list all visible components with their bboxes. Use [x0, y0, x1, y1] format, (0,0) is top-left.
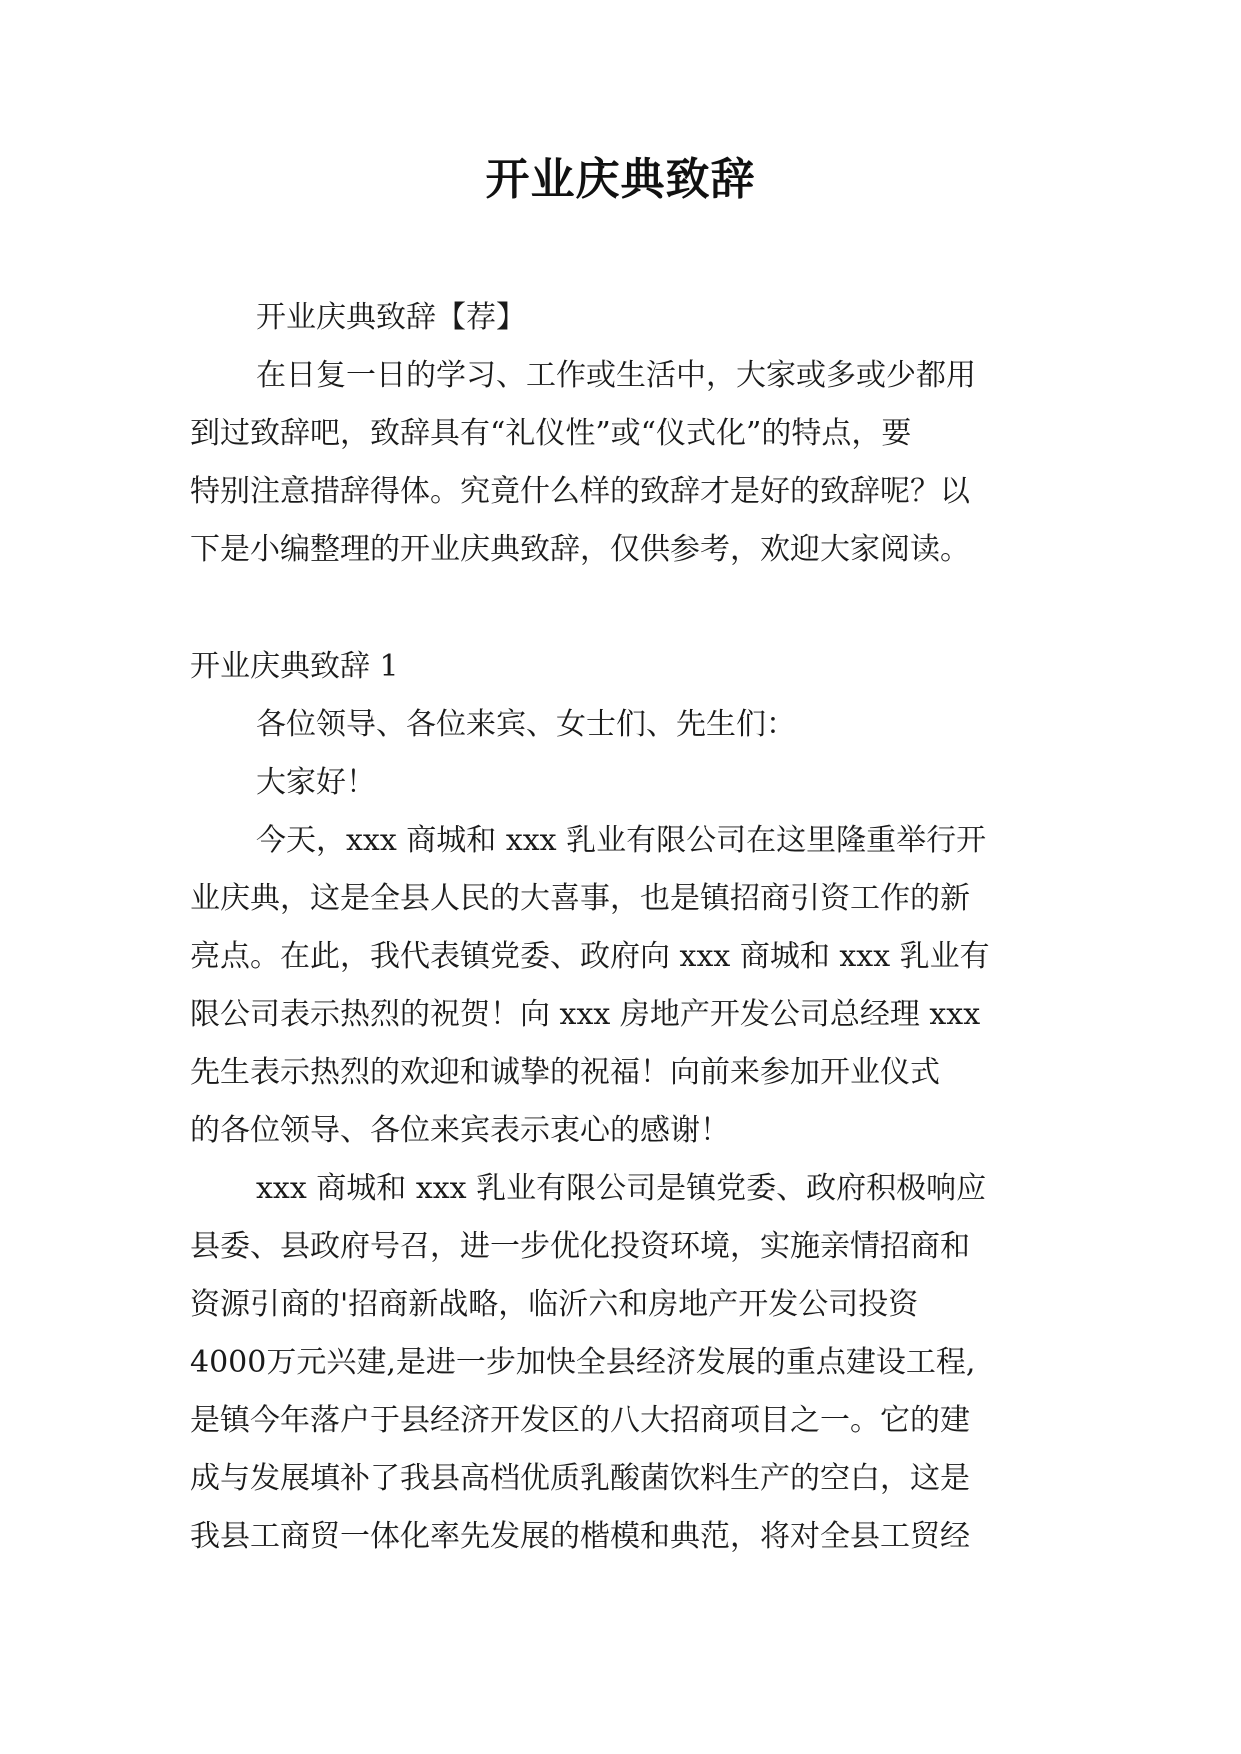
section-heading: 开业庆典致辞 1: [190, 649, 399, 684]
body-line-6: 的各位领导、各位来宾表示衷心的感谢！: [190, 1113, 730, 1148]
body-line-5: 先生表示热烈的欢迎和诚挚的祝福！向前来参加开业仪式: [190, 1055, 940, 1090]
body-line-13: 我县工商贸一体化率先发展的楷模和典范，将对全县工贸经: [190, 1519, 970, 1554]
body-line-9: 资源引商的'招商新战略，临沂六和房地产开发公司投资: [190, 1287, 919, 1322]
intro-line-4: 下是小编整理的开业庆典致辞，仅供参考，欢迎大家阅读。: [190, 532, 970, 567]
subtitle-line: 开业庆典致辞【荐】: [256, 300, 526, 335]
intro-line-3: 特别注意措辞得体。究竟什么样的致辞才是好的致辞呢？以: [190, 474, 970, 509]
body-line-3: 亮点。在此，我代表镇党委、政府向 xxx 商城和 xxx 乳业有: [190, 939, 990, 974]
greeting-line: 大家好！: [256, 765, 376, 800]
body-line-11: 是镇今年落户于县经济开发区的八大招商项目之一。它的建: [190, 1403, 970, 1438]
body-line-10: 4000万元兴建,是进一步加快全县经济发展的重点建设工程,: [190, 1345, 976, 1380]
body-line-1: 今天，xxx 商城和 xxx 乳业有限公司在这里隆重举行开: [256, 823, 987, 858]
body-line-7: xxx 商城和 xxx 乳业有限公司是镇党委、政府积极响应: [256, 1171, 987, 1206]
body-line-2: 业庆典，这是全县人民的大喜事，也是镇招商引资工作的新: [190, 881, 970, 916]
body-line-4: 限公司表示热烈的祝贺！向 xxx 房地产开发公司总经理 xxx: [190, 997, 981, 1032]
intro-line-2: 到过致辞吧，致辞具有“礼仪性”或“仪式化”的特点，要: [190, 416, 912, 451]
body-line-8: 县委、县政府号召，进一步优化投资环境，实施亲情招商和: [190, 1229, 970, 1264]
document-title: 开业庆典致辞: [485, 154, 756, 205]
salutation-line: 各位领导、各位来宾、女士们、先生们：: [256, 707, 796, 742]
intro-line-1: 在日复一日的学习、工作或生活中，大家或多或少都用: [256, 358, 976, 393]
body-line-12: 成与发展填补了我县高档优质乳酸菌饮料生产的空白，这是: [190, 1461, 970, 1496]
